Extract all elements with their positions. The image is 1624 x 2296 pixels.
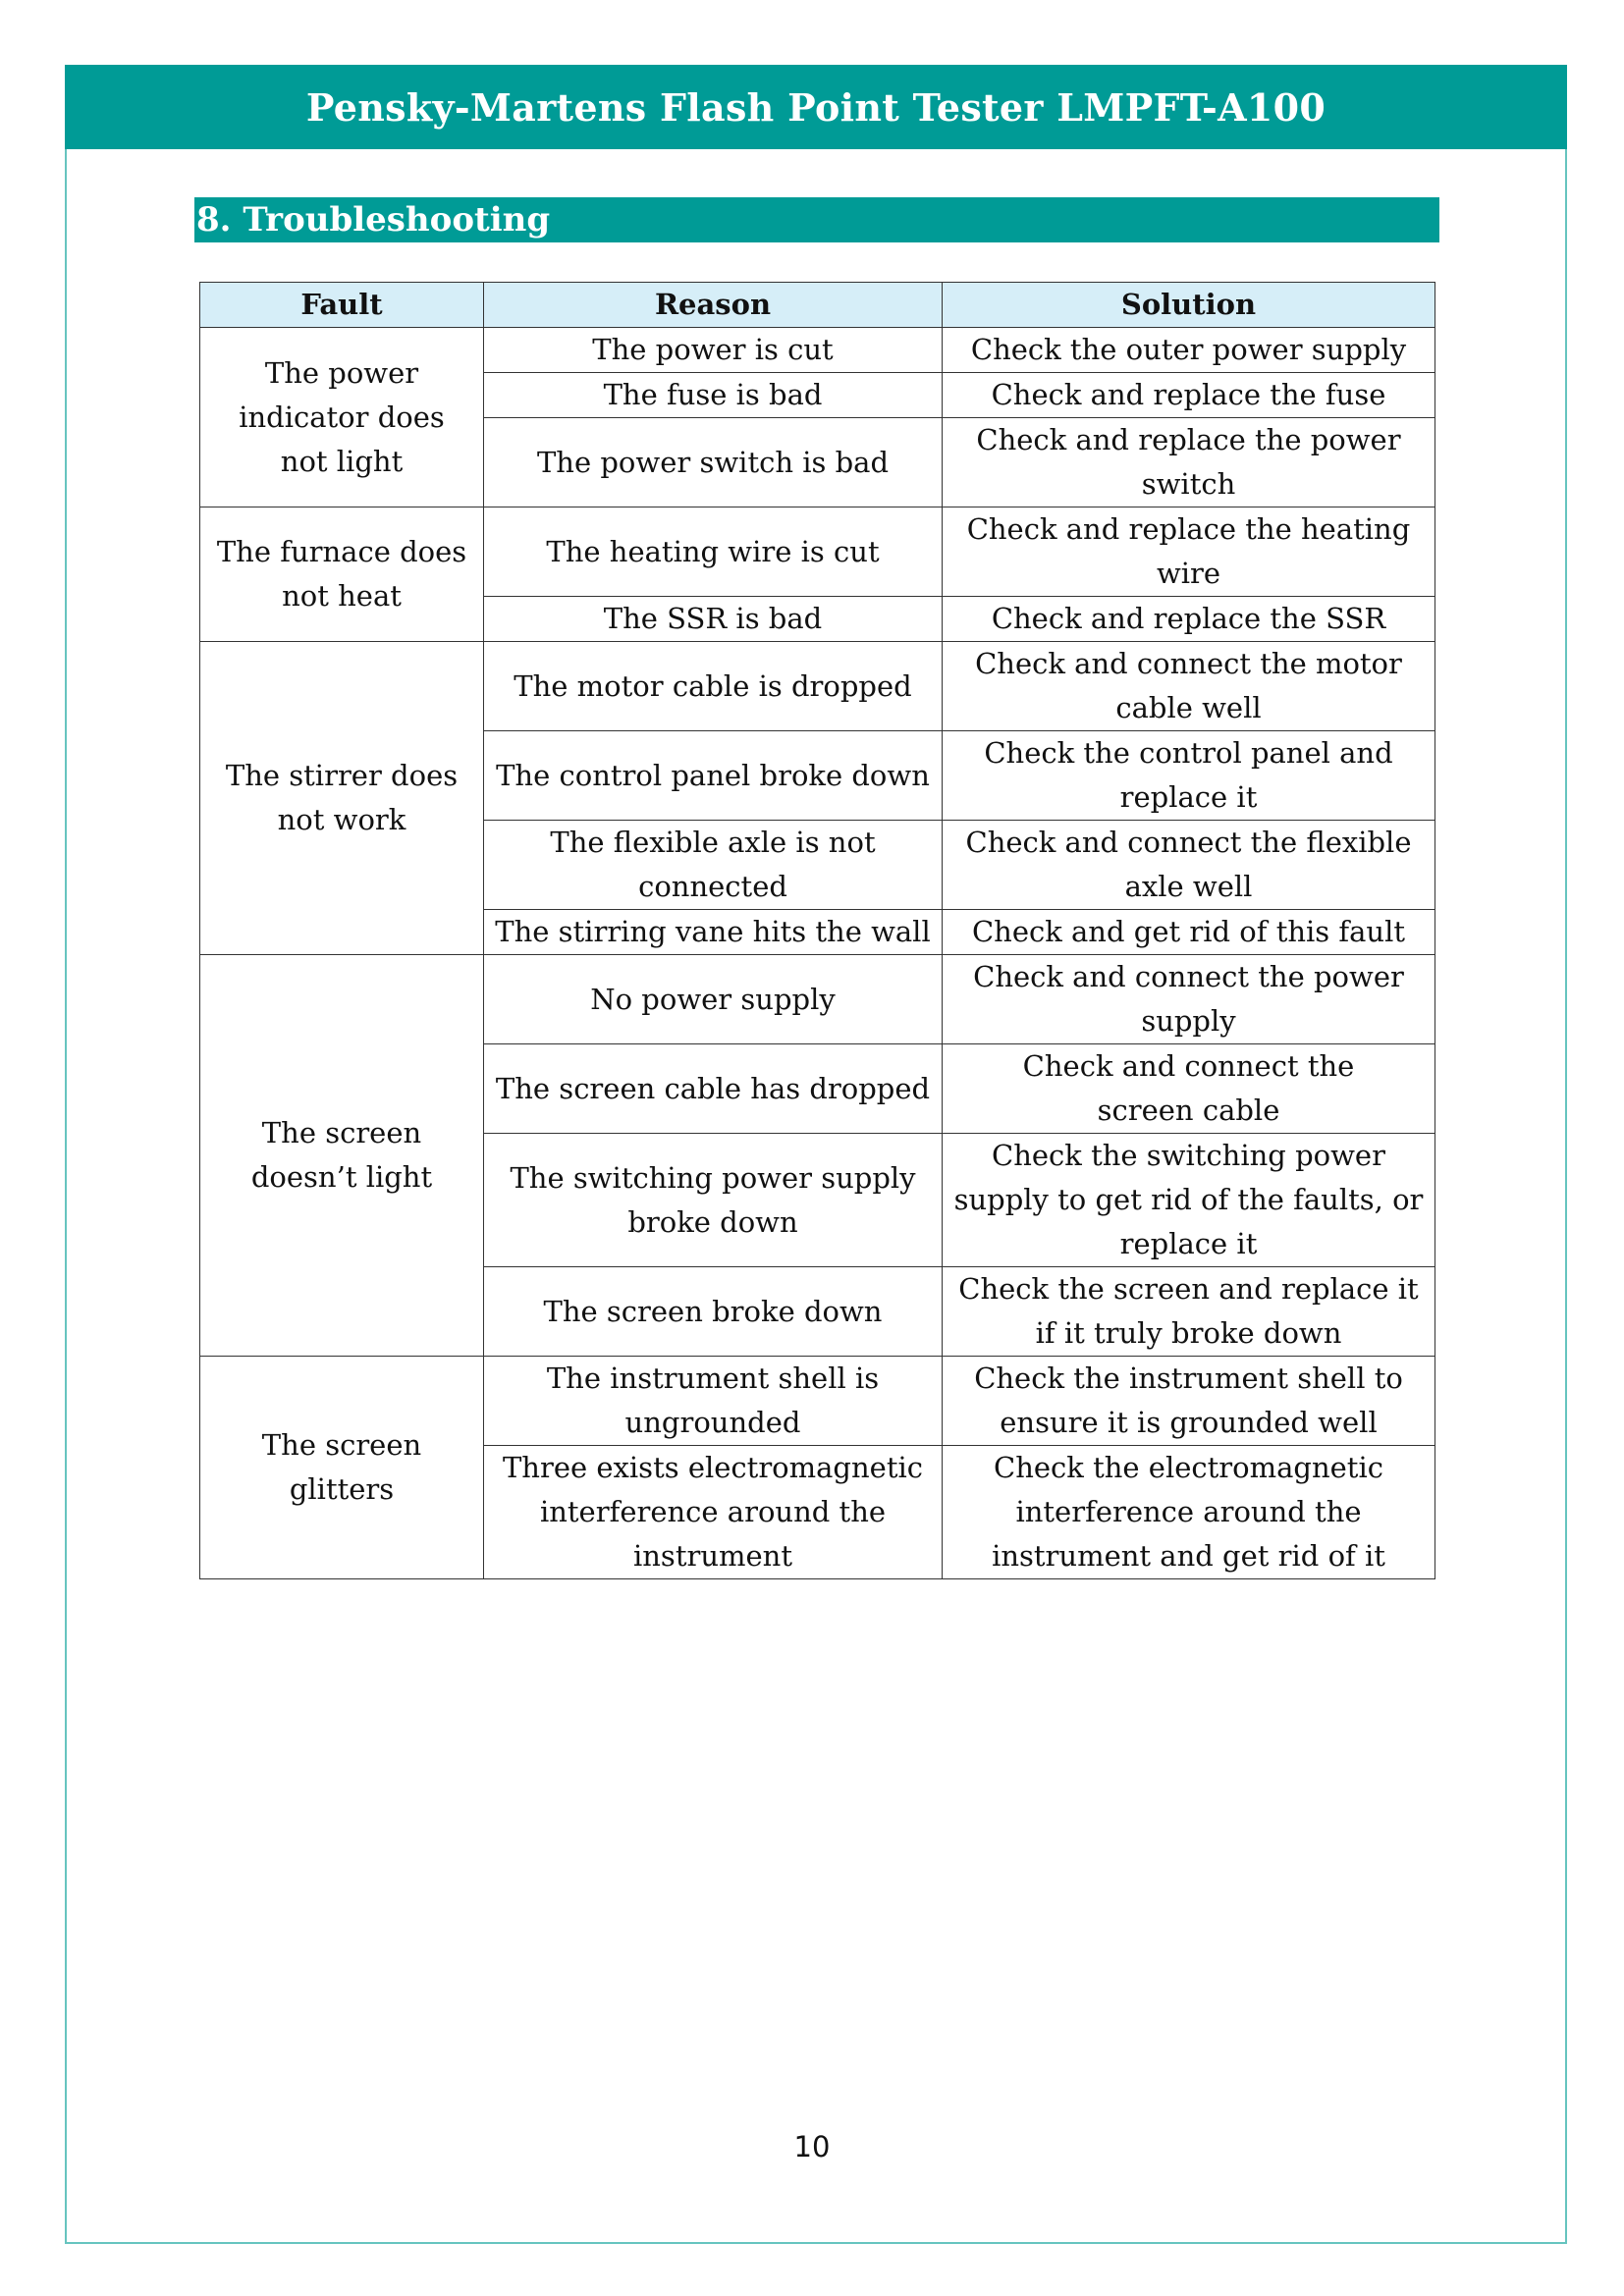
table-row <box>200 955 1435 1044</box>
solution-cell: Check and connect the motor cable well <box>943 642 1435 731</box>
solution-cell: Check and connect the screen cable <box>943 1044 1435 1134</box>
column-header-reason: Reason <box>484 283 943 328</box>
table-row <box>200 1357 1435 1446</box>
solution-cell: Check and connect the power supply <box>943 955 1435 1044</box>
solution-cell: Check and replace the fuse <box>943 373 1435 418</box>
section-title: 8. Troubleshooting <box>196 200 551 240</box>
table-header-row <box>200 283 1435 328</box>
document-title: Pensky-Martens Flash Point Tester LMPFT-A100 <box>305 84 1326 130</box>
reason-cell: The power is cut <box>484 328 943 373</box>
reason-cell: The motor cable is dropped <box>484 642 943 731</box>
fault-cell: The screen doesn’t light <box>200 955 484 1357</box>
reason-cell: The control panel broke down <box>484 731 943 821</box>
solution-cell: Check the control panel and replace it <box>943 731 1435 821</box>
table-row <box>200 507 1435 597</box>
solution-cell: Check the outer power supply <box>943 328 1435 373</box>
solution-cell: Check and replace the heating wire <box>943 507 1435 597</box>
reason-cell: Three exists electromagnetic interference around the instrument <box>484 1446 943 1579</box>
solution-cell: Check the instrument shell to ensure it is grounded well <box>943 1357 1435 1446</box>
reason-cell: The stirring vane hits the wall <box>484 910 943 955</box>
solution-cell: Check the electromagnetic interference around the instrument and get rid of it <box>943 1446 1435 1579</box>
solution-cell: Check the switching power supply to get rid of the faults, or replace it <box>943 1134 1435 1267</box>
reason-cell: The instrument shell is ungrounded <box>484 1357 943 1446</box>
column-header-solution: Solution <box>943 283 1435 328</box>
reason-cell: The power switch is bad <box>484 418 943 507</box>
reason-cell: The switching power supply broke down <box>484 1134 943 1267</box>
table-row <box>200 328 1435 373</box>
solution-cell: Check and replace the SSR <box>943 597 1435 642</box>
table-row <box>200 642 1435 731</box>
reason-cell: The screen cable has dropped <box>484 1044 943 1134</box>
solution-cell: Check the screen and replace it if it truly broke down <box>943 1267 1435 1357</box>
page-number: 10 <box>793 2130 831 2163</box>
solution-cell: Check and connect the flexible axle well <box>943 821 1435 910</box>
troubleshooting-table <box>199 282 1435 1579</box>
fault-cell: The furnace does not heat <box>200 507 484 642</box>
reason-cell: The flexible axle is not connected <box>484 821 943 910</box>
header-bar <box>65 65 1567 149</box>
section-heading-bar <box>194 197 1439 242</box>
solution-cell: Check and replace the power switch <box>943 418 1435 507</box>
reason-cell: The heating wire is cut <box>484 507 943 597</box>
fault-cell: The stirrer does not work <box>200 642 484 955</box>
fault-cell: The screen glitters <box>200 1357 484 1579</box>
reason-cell: The screen broke down <box>484 1267 943 1357</box>
fault-cell: The power indicator does not light <box>200 328 484 507</box>
solution-cell: Check and get rid of this fault <box>943 910 1435 955</box>
column-header-fault: Fault <box>200 283 484 328</box>
reason-cell: The SSR is bad <box>484 597 943 642</box>
reason-cell: The fuse is bad <box>484 373 943 418</box>
reason-cell: No power supply <box>484 955 943 1044</box>
